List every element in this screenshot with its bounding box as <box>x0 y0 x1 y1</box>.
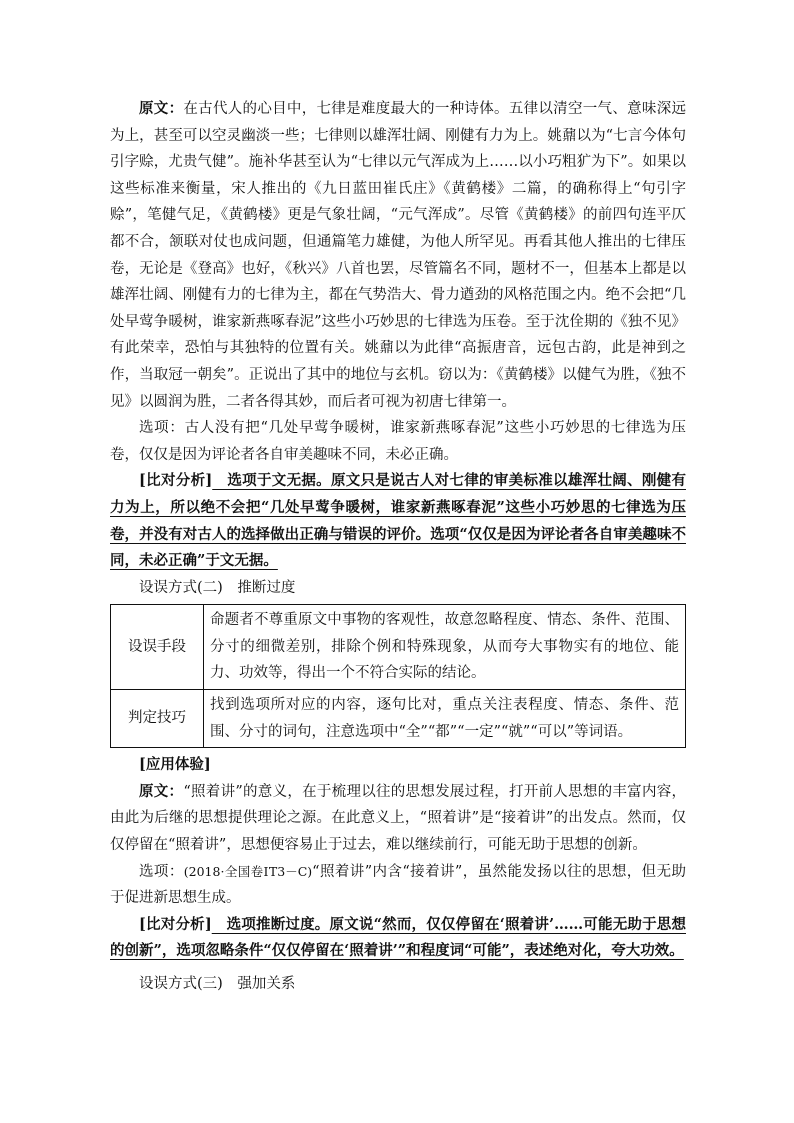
option-paragraph-2 <box>110 859 686 912</box>
analysis-text: 选项推断过度。原文说“然而，仅仅停留在‘照着讲’……可能无助于思想的创新”，选项忽略条件“仅仅停留在‘照着讲’”和程度词“可能”，表述绝对化，夸大功效。 <box>110 915 686 960</box>
original-label: 原文： <box>139 100 184 117</box>
table-value-skill: 找到选项所对应的内容，逐句比对，重点关注表程度、情态、条件、范围、分寸的词句，注意选项中“全”“都”“一定”“就”“可以”等词语。 <box>204 690 686 748</box>
table-value-method: 命题者不尊重原文中事物的客观性，故意忽略程度、情态、条件、范围、分寸的细微差别，排除个例和特殊现象，从而夸大事物实有的地位、能力、功效等，得出一个不符合实际的结论。 <box>204 605 686 690</box>
table-key-method: 设误手段 <box>111 605 204 690</box>
table-row <box>111 690 686 748</box>
original-text: “照着讲”的意义，在于梳理以往的思想发展过程，打开前人思想的丰富内容，由此为后继的思想提供理论之源。在此意义上，“照着讲”是“接着讲”的出发点。然而，仅仅停留在“照着讲”，思想便容易止于过去，难以继续前行，可能无助于思想的创新。 <box>110 783 686 854</box>
original-text-paragraph-2 <box>110 779 686 859</box>
section-heading-3: 设误方式(三) 强加关系 <box>139 976 296 992</box>
option-text: 古人没有把“几处早莺争暖树，谁家新燕啄春泥”这些小巧妙思的七律选为压卷，仅仅是因为评论者各自审美趣味不同，未必正确。 <box>110 420 687 463</box>
option-source: (2018·全国卷ⅠT3－C) <box>183 863 313 879</box>
document-page <box>110 96 686 998</box>
analysis-text: 选项于文无据。原文只是说古人对七律的审美标准以雄浑壮阔、刚健有力为上，所以绝不会把“几处早莺争暖树，谁家新燕啄春泥”这些小巧妙思的七律选为压卷，并没有对古人的选择做出正确与错误的评价。选项“仅仅是因为评论者各自审美趣味不同，未必正确”于文无据。 <box>110 472 686 570</box>
option-label: 选项： <box>139 863 184 880</box>
analysis-paragraph-1 <box>110 468 686 574</box>
original-text-paragraph-1 <box>110 96 686 415</box>
table-key-skill: 判定技巧 <box>111 690 204 748</box>
original-label: 原文： <box>139 782 184 800</box>
option-label: 选项： <box>139 420 185 437</box>
analysis-label: [比对分析] <box>139 472 213 490</box>
analysis-paragraph-2 <box>110 912 686 965</box>
section-heading-2: 设误方式(二) 推断过度 <box>139 579 296 596</box>
original-text: 在古代人的心目中，七律是难度最大的一种诗体。五律以清空一气、意味深远为上，甚至可以空灵幽淡一些；七律则以雄浑壮阔、刚健有力为上。姚鼐以为“七言今体句引字赊，尤贵气健”。施补华甚至认为“七律以元气浑成为上……以小巧粗犷为下”。如果以这些标准来衡量，宋人推出的《九日蓝田崔氏庄》《黄鹤楼》二篇，的确称得上“句引字赊”，笔健气足，《黄鹤楼》更是气象壮阔，“元气浑成”。尽管《黄鹤楼》的前四句连平仄都不合，颔联对仗也成问题，但通篇笔力雄健，为他人所罕见。再看其他人推出的七律压卷，无论是《登高》也好，《秋兴》八首也罢，尽管篇名不同，题材不一，但基本上都是以雄浑壮阔、刚健有力的七律为主，都在气势浩大、骨力遒劲的风格范围之内。绝不会把“几处早莺争暖树，谁家新燕啄春泥”这些小巧妙思的七律选为压卷。至于沈佺期的《独不见》有此荣幸，恐怕与其独特的位置有关。姚鼐以为此律“高振唐音，远包古韵，此是神到之作，当取冠一朝矣”。正说出了其中的地位与玄机。窃以为：《黄鹤楼》以健气为胜，《独不见》以圆润为胜，二者各得其妙，而后者可视为初唐七律第一。 <box>110 101 686 410</box>
method-table <box>110 604 686 748</box>
option-text: “照着讲”内含“接着讲”，虽然能发扬以往的思想，但无助于促进新思想生成。 <box>110 863 686 907</box>
application-label: [应用体验] <box>139 756 211 774</box>
option-paragraph-1 <box>110 415 686 468</box>
table-row <box>111 605 686 690</box>
analysis-label: [比对分析] <box>139 915 212 933</box>
